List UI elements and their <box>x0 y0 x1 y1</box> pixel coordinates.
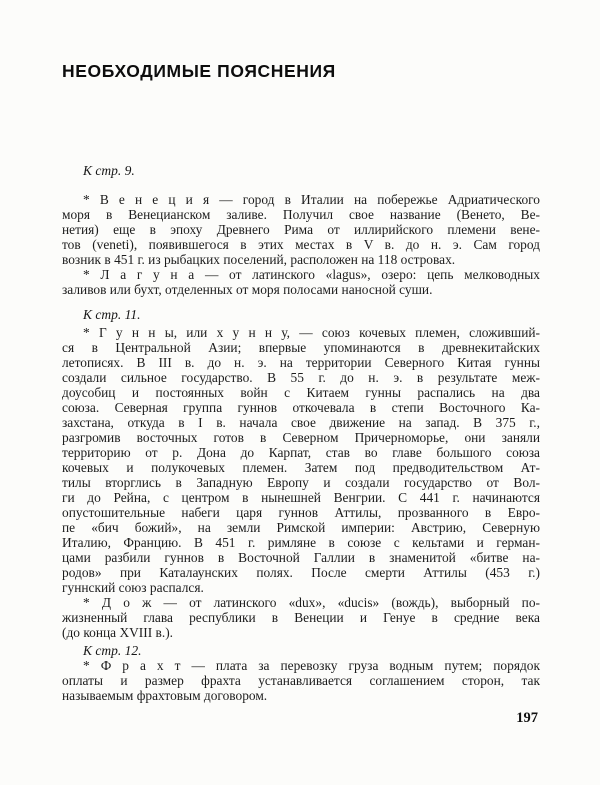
chapter-title: НЕОБХОДИМЫЕ ПОЯСНЕНИЯ <box>62 61 336 81</box>
text-line: родов» при Каталаунских полях. После смерти Аттилы (453 г.) <box>62 565 540 580</box>
page-content <box>62 163 540 703</box>
text-line: создали сильное государство. В 55 г. до н. э. в результате меж- <box>62 370 540 385</box>
text-line: ся в Центральной Азии; впервые упоминаются в древнекитайских <box>62 340 540 355</box>
text-line: тов (veneti), появившегося в этих местах в V в. до н. э. Сам город <box>62 237 540 252</box>
text-line: жизненный глава республики в Венеции и Генуе в средние века <box>62 610 540 625</box>
section-heading: К стр. 12. <box>83 643 142 658</box>
text-line: союза. Северная группа гуннов откочевала в степи Восточного Ка- <box>62 400 540 415</box>
text-line: кочевых и полукочевых племен. Затем под предводительством Ат- <box>62 460 540 475</box>
text-line: тилы вторглись в Западную Европу и создали государство от Вол- <box>62 475 540 490</box>
text-line: * Д о ж — от латинского «dux», «ducis» (вождь), выборный по- <box>83 595 540 610</box>
text-line: Италию, Францию. В 451 г. римляне в союзе с кельтами и герман- <box>62 535 540 550</box>
section-heading: К стр. 11. <box>83 307 141 322</box>
paragraph-venecia <box>62 192 540 267</box>
page-number: 197 <box>516 710 538 726</box>
text-line: моря в Венецианском заливе. Получил свое название (Венето, Ве- <box>62 207 540 222</box>
text-line: цами разбили гуннов в Восточной Галлии в знаменитой «битве на- <box>62 550 540 565</box>
section-heading: К стр. 9. <box>83 163 135 178</box>
text-line: опустошительные набеги царя гуннов Аттилы, прозванного в Евро- <box>62 505 540 520</box>
text-line: разгромив восточных готов в Северном Причерноморье, они заняли <box>62 430 540 445</box>
text-line: (до конца XVIII в.). <box>62 625 174 640</box>
section-p12 <box>62 643 540 703</box>
text-line: называемым фрахтовым договором. <box>62 688 268 703</box>
text-line: захстана, откуда в I в. начала свое движение на запад. В 375 г., <box>62 415 540 430</box>
text-line: территорию от р. Дона до Карпат, став во главе большого союза <box>62 445 540 460</box>
text-line: * Л а г у н а — от латинского «lagus», озеро: цепь мелководных <box>83 267 540 282</box>
text-line: * В е н е ц и я — город в Италии на побережье Адриатического <box>83 192 540 207</box>
text-line: летописях. В III в. до н. э. на территории Северного Китая гунны <box>62 355 540 370</box>
section-p11 <box>62 307 540 640</box>
text-line: гуннский союз распался. <box>62 580 204 595</box>
text-line: ги до Рейна, с центром в нынешней Венгрии. С 441 г. начинаются <box>62 490 540 505</box>
text-line: заливов или бухт, отделенных от моря полосами наносной суши. <box>62 282 433 297</box>
text-line: * Г у н н ы, или х у н н у, — союз кочевых племен, сложивший- <box>83 325 540 340</box>
paragraph-frakht <box>62 658 540 703</box>
paragraph-laguna <box>62 267 540 297</box>
section-p9 <box>62 163 540 297</box>
paragraph-dozh <box>62 595 540 640</box>
text-line: доусобиц и постоянных войн с Китаем гунны распались на два <box>62 385 540 400</box>
paragraph-gunny <box>62 325 540 595</box>
text-line: пе «бич божий», на земли Римской империи: Австрию, Северную <box>62 520 540 535</box>
text-line: нетия) еще в эпоху Древнего Рима от иллирийского племени вене- <box>62 222 540 237</box>
text-line: возник в 451 г. из рыбацких поселений, расположен на 118 островах. <box>62 252 456 267</box>
text-line: * Ф р а х т — плата за перевозку груза водным путем; порядок <box>83 658 540 673</box>
text-line: оплаты и размер фрахта устанавливается соглашением сторон, так <box>62 673 540 688</box>
